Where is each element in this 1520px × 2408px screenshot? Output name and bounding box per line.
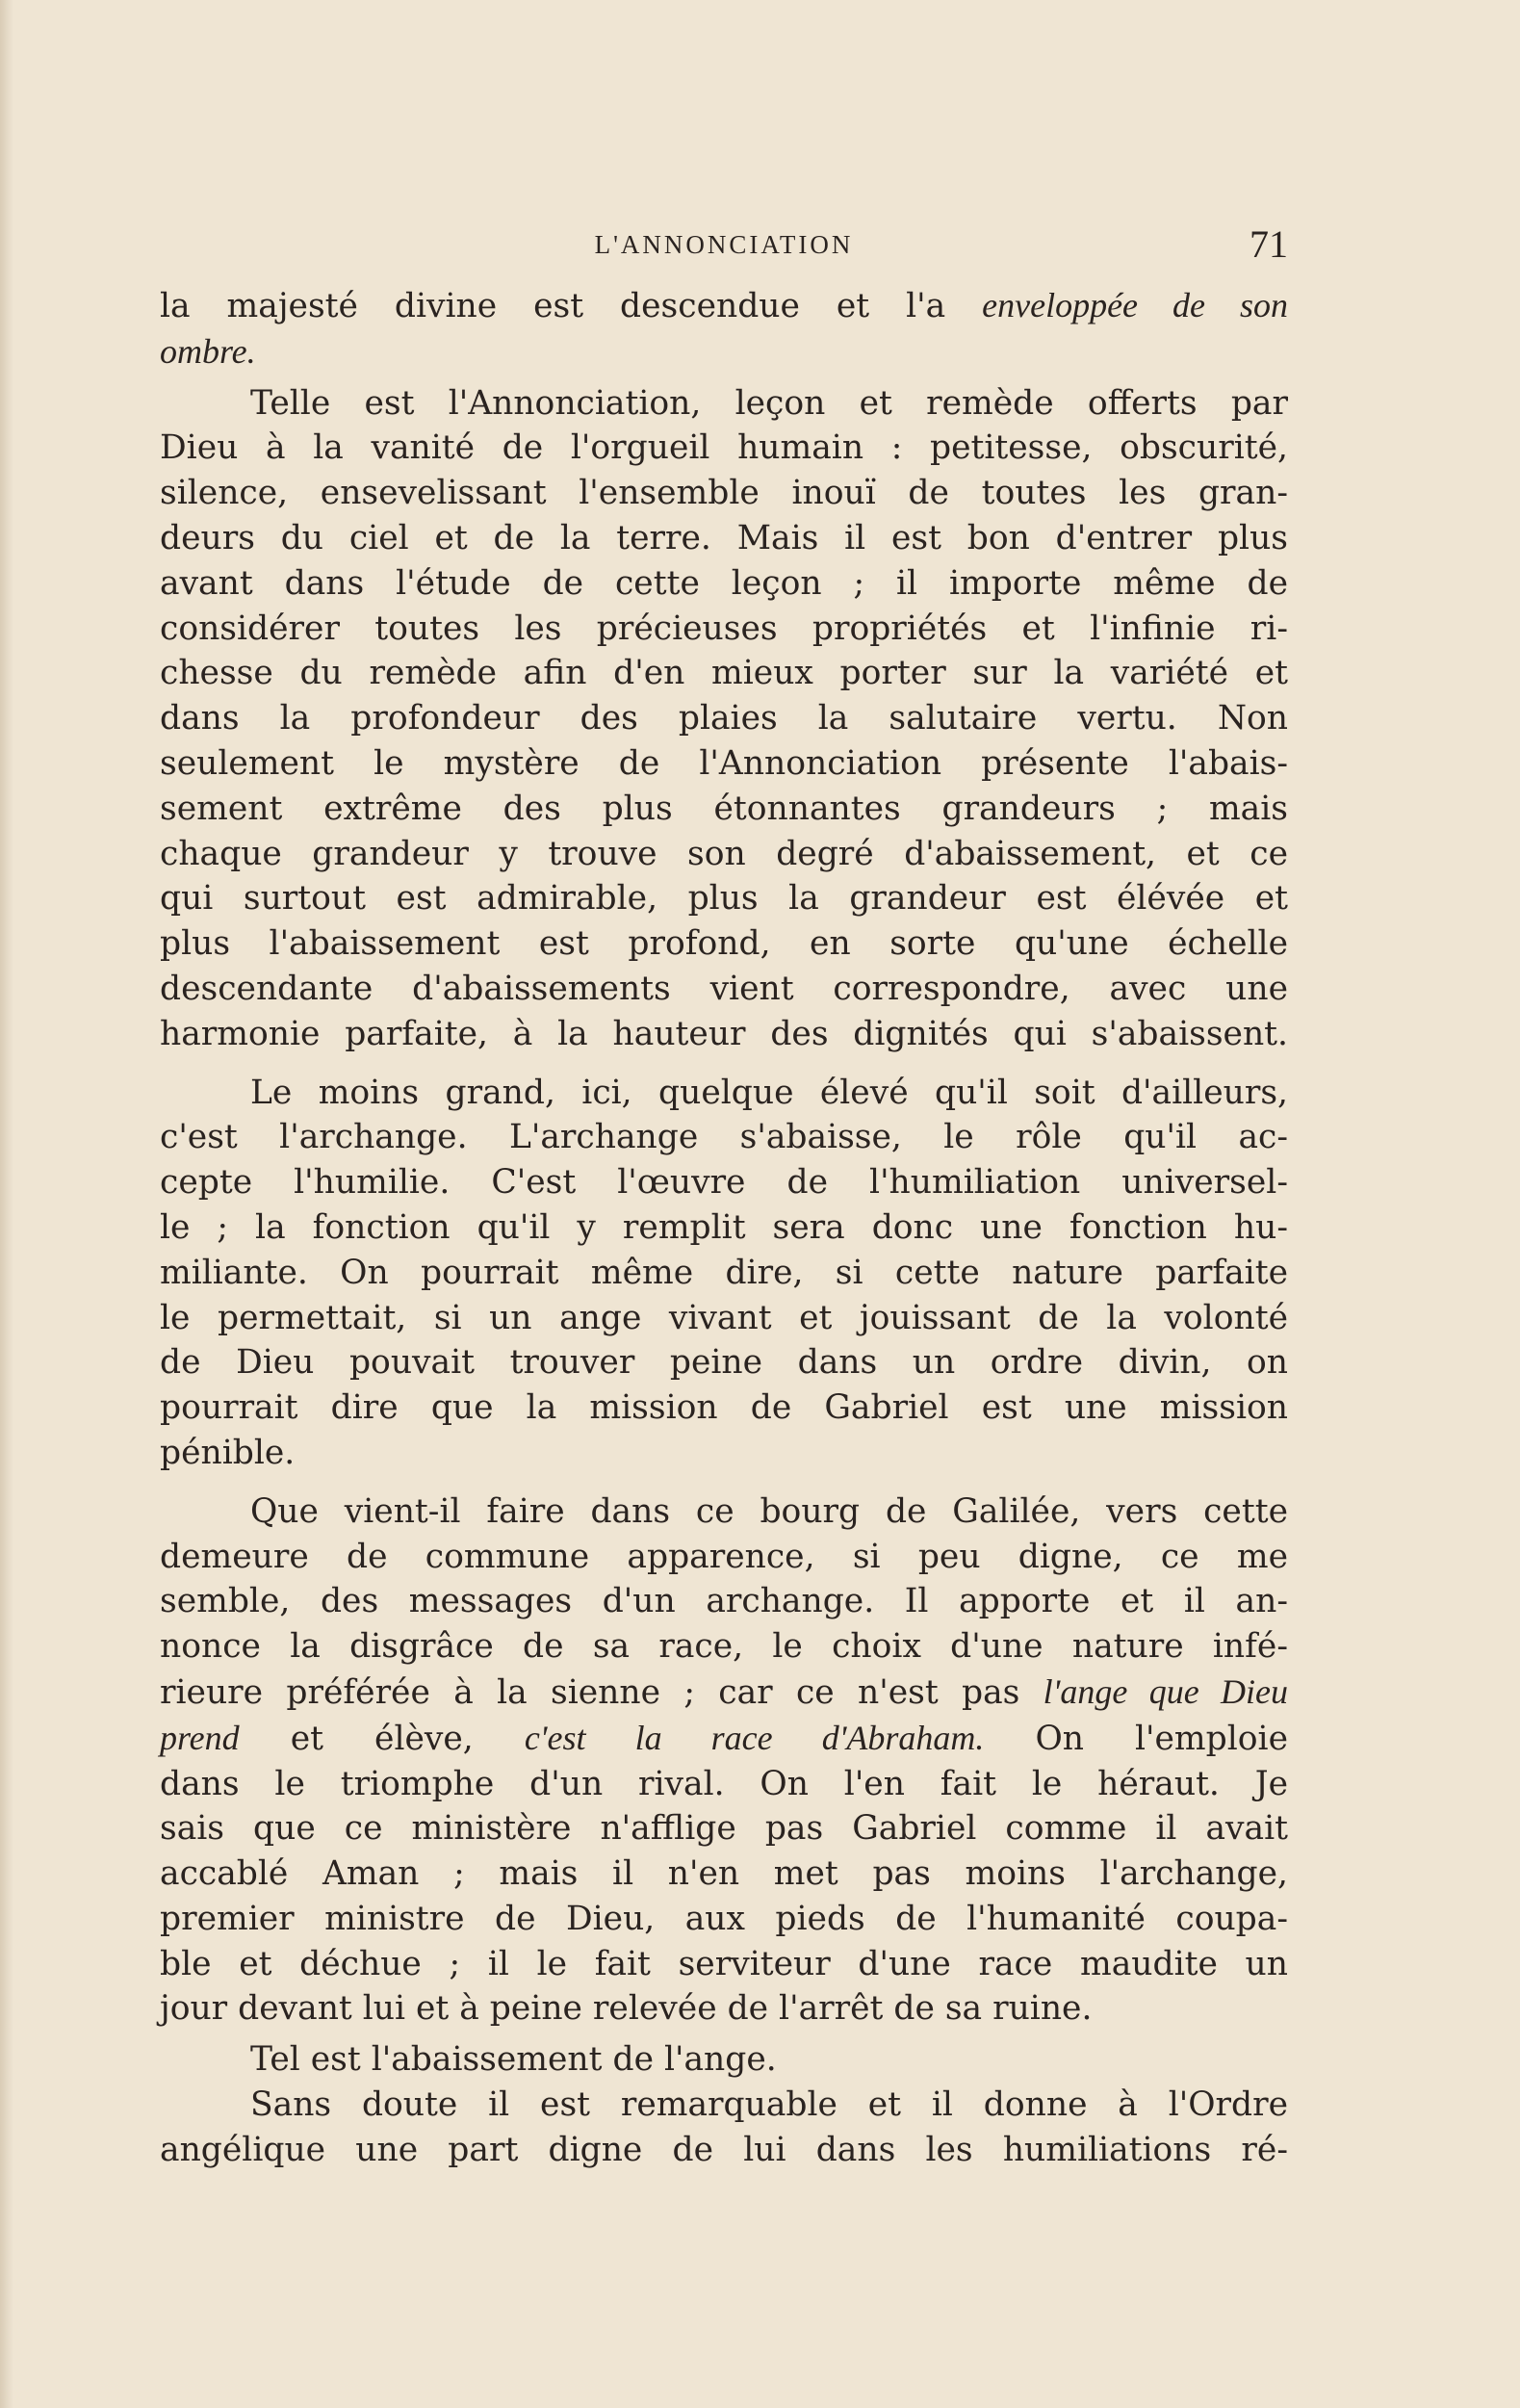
text-line: sement extrême des plus étonnantes grandeurs ; mais (160, 789, 1288, 828)
paragraph (160, 2083, 1288, 2173)
text-line: angélique une part digne de lui dans les humiliations ré- (160, 2130, 1288, 2169)
text-line: avant dans l'étude de cette leçon ; il importe même de (160, 563, 1288, 603)
text-line: rieure préférée à la sienne ; car ce n'est pas l'ange que Dieu (160, 1671, 1288, 1712)
text-line: prend et élève, c'est la race d'Abraham. On l'emploie (160, 1718, 1288, 1758)
text-line: le permettait, si un ange vivant et jouissant de la volonté (160, 1298, 1288, 1337)
text-line: chaque grandeur y trouve son degré d'abaissement, et ce (160, 834, 1288, 873)
text-line: silence, ensevelissant l'ensemble inouï de toutes les gran- (160, 474, 1288, 513)
text-line: Tel est l'abaissement de l'ange. (250, 2040, 777, 2080)
text-line: chesse du remède afin d'en mieux porter sur la variété et (160, 654, 1288, 693)
text-line: Sans doute il est remarquable et il donne à l'Ordre (250, 2085, 1288, 2125)
text-line: demeure de commune apparence, si peu digne, ce me (160, 1537, 1288, 1576)
text-line: semble, des messages d'un archange. Il apporte et il an- (160, 1582, 1288, 1621)
paragraph (160, 1071, 1288, 1476)
body-text (160, 283, 1288, 2173)
paragraph (160, 381, 1288, 1057)
text-line: ombre. (160, 331, 256, 371)
text-line: ble et déchue ; il le fait serviteur d'une race maudite un (160, 1944, 1288, 1983)
text-line: premier ministre de Dieu, aux pieds de l'humanité coupa- (160, 1899, 1288, 1938)
page-number: 71 (1249, 222, 1288, 266)
text-line: accablé Aman ; mais il n'en met pas moins l'archange, (160, 1854, 1288, 1894)
text-line: plus l'abaissement est profond, en sorte qu'une échelle (160, 924, 1288, 964)
text-line: miliante. On pourrait même dire, si cette nature parfaite (160, 1253, 1288, 1292)
text-line: dans le triomphe d'un rival. On l'en fait le héraut. Je (160, 1764, 1288, 1803)
text-line: le ; la fonction qu'il y remplit sera donc une fonction hu- (160, 1207, 1288, 1247)
text-line: harmonie parfaite, à la hauteur des dignités qui s'abaissent. (160, 1014, 1288, 1053)
text-line: de Dieu pouvait trouver peine dans un ordre divin, on (160, 1343, 1288, 1383)
text-line: Que vient-il faire dans ce bourg de Galilée, vers cette (250, 1491, 1288, 1531)
text-line: nonce la disgrâce de sa race, le choix d'une nature infé- (160, 1627, 1288, 1667)
text-line: descendante d'abaissements vient correspondre, avec une (160, 969, 1288, 1008)
text-line: considérer toutes les précieuses propriétés et l'infinie ri- (160, 608, 1288, 648)
paragraph (160, 2037, 1288, 2083)
text-line: pourrait dire que la mission de Gabriel est une mission (160, 1388, 1288, 1428)
page-edge (0, 0, 13, 2408)
text-line: sais que ce ministère n'afflige pas Gabriel comme il avait (160, 1809, 1288, 1849)
running-head (160, 223, 1288, 266)
text-line: qui surtout est admirable, plus la grandeur est élévée et (160, 879, 1288, 919)
running-title: L'ANNONCIATION (594, 230, 854, 259)
paragraph (160, 1489, 1288, 2033)
text-line: deurs du ciel et de la terre. Mais il est bon d'entrer plus (160, 518, 1288, 557)
text-line: jour devant lui et à peine relevée de l'arrêt de sa ruine. (160, 1989, 1093, 2029)
text-line: seulement le mystère de l'Annonciation présente l'abais- (160, 743, 1288, 783)
text-line: Telle est l'Annonciation, leçon et remède offerts par (250, 383, 1288, 423)
text-line: Dieu à la vanité de l'orgueil humain : petitesse, obscurité, (160, 428, 1288, 468)
text-line: la majesté divine est descendue et l'a enveloppée de son (160, 286, 1288, 325)
text-line: Le moins grand, ici, quelque élevé qu'il soit d'ailleurs, (250, 1073, 1288, 1112)
text-line: cepte l'humilie. C'est l'œuvre de l'humiliation universel- (160, 1163, 1288, 1203)
text-line: pénible. (160, 1433, 296, 1472)
paragraph (160, 283, 1288, 375)
text-line: dans la profondeur des plaies la salutaire vertu. Non (160, 699, 1288, 738)
text-line: c'est l'archange. L'archange s'abaisse, le rôle qu'il ac- (160, 1118, 1288, 1157)
